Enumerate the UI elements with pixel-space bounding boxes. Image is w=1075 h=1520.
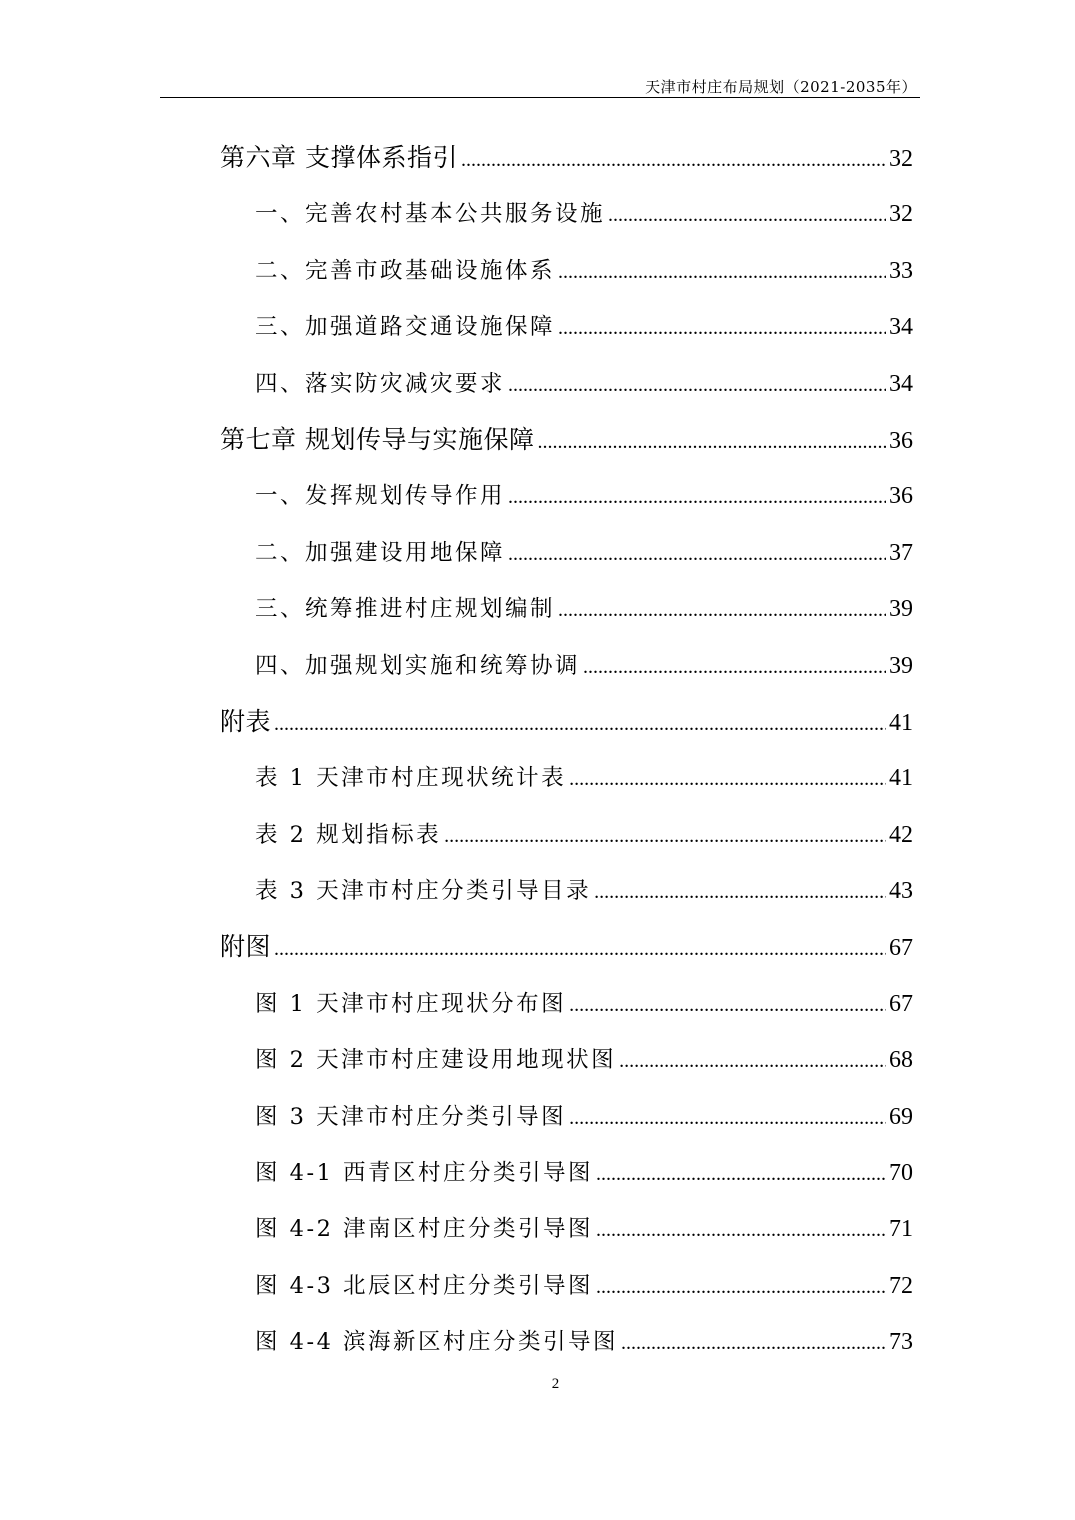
toc-entry-title: 第六章 支撑体系指引	[220, 143, 458, 172]
toc-dot-leader	[608, 187, 886, 243]
toc-entry-title: 三、加强道路交通设施保障	[255, 314, 556, 341]
toc-dot-leader	[508, 357, 886, 413]
toc-dot-leader	[558, 582, 886, 638]
toc-entry-title: 图 4-2 津南区村庄分类引导图	[255, 1216, 594, 1243]
toc-section-entry[interactable]	[220, 243, 913, 299]
toc-dot-leader	[274, 696, 886, 752]
toc-entry-title: 二、完善市政基础设施体系	[255, 257, 556, 284]
toc-section-entry[interactable]	[220, 525, 913, 581]
toc-entry-page-number: 37	[889, 539, 913, 566]
toc-entry-page-number: 73	[889, 1329, 913, 1356]
toc-dot-leader	[508, 469, 886, 525]
toc-section-entry[interactable]	[220, 1201, 913, 1257]
header-divider	[160, 97, 920, 98]
toc-entry-page-number: 33	[889, 257, 913, 284]
toc-entry-page-number: 34	[889, 314, 913, 341]
toc-entry-title: 图 2 天津市村庄建设用地现状图	[255, 1047, 617, 1074]
toc-entry-title: 图 4-1 西青区村庄分类引导图	[255, 1160, 594, 1187]
toc-section-entry[interactable]	[220, 186, 913, 242]
toc-entry-page-number: 32	[889, 146, 913, 172]
toc-entry-page-number: 36	[889, 483, 913, 510]
toc-entry-title: 二、加强建设用地保障	[255, 539, 506, 566]
toc-dot-leader	[569, 977, 886, 1033]
toc-chapter-entry[interactable]	[220, 919, 913, 975]
toc-dot-leader	[569, 751, 886, 807]
toc-entry-page-number: 34	[889, 370, 913, 397]
toc-section-entry[interactable]	[220, 1089, 913, 1145]
toc-section-entry[interactable]	[220, 976, 913, 1032]
toc-section-entry[interactable]	[220, 863, 913, 919]
toc-dot-leader	[461, 132, 886, 188]
toc-dot-leader	[444, 808, 886, 864]
toc-entry-title: 附表	[220, 706, 272, 736]
toc-section-entry[interactable]	[220, 750, 913, 806]
toc-dot-leader	[274, 921, 886, 977]
toc-entry-page-number: 32	[889, 201, 913, 228]
toc-section-entry[interactable]	[220, 1314, 913, 1370]
toc-dot-leader	[594, 864, 886, 920]
toc-chapter-entry[interactable]	[220, 412, 913, 468]
toc-entry-page-number: 43	[889, 878, 913, 905]
toc-chapter-entry[interactable]	[220, 694, 913, 750]
toc-dot-leader	[569, 1090, 886, 1146]
toc-entry-title: 图 1 天津市村庄现状分布图	[255, 990, 567, 1017]
toc-entry-title: 四、加强规划实施和统筹协调	[255, 652, 581, 679]
toc-dot-leader	[596, 1259, 886, 1315]
toc-entry-title: 四、落实防灾减灾要求	[255, 370, 506, 397]
toc-entry-title: 表 3 天津市村庄分类引导目录	[255, 878, 592, 905]
toc-entry-page-number: 42	[889, 821, 913, 848]
toc-entry-page-number: 41	[889, 765, 913, 792]
toc-dot-leader	[558, 244, 886, 300]
toc-section-entry[interactable]	[220, 638, 913, 694]
toc-section-entry[interactable]	[220, 581, 913, 637]
toc-entry-page-number: 69	[889, 1103, 913, 1130]
toc-entry-title: 一、发挥规划传导作用	[255, 483, 506, 510]
toc-entry-title: 一、完善农村基本公共服务设施	[255, 201, 606, 228]
toc-entry-title: 图 4-4 滨海新区村庄分类引导图	[255, 1329, 619, 1356]
toc-dot-leader	[621, 1315, 886, 1371]
toc-entry-title: 图 4-3 北辰区村庄分类引导图	[255, 1272, 594, 1299]
toc-entry-page-number: 41	[889, 709, 913, 736]
toc-chapter-entry[interactable]	[220, 130, 913, 186]
toc-entry-page-number: 70	[889, 1160, 913, 1187]
toc-section-entry[interactable]	[220, 807, 913, 863]
toc-entry-title: 表 1 天津市村庄现状统计表	[255, 765, 567, 792]
toc-entry-title: 图 3 天津市村庄分类引导图	[255, 1103, 567, 1130]
toc-entry-page-number: 36	[889, 427, 913, 454]
toc-dot-leader	[619, 1033, 886, 1089]
toc-dot-leader	[583, 639, 886, 695]
toc-section-entry[interactable]	[220, 1258, 913, 1314]
toc-section-entry[interactable]	[220, 468, 913, 524]
toc-section-entry[interactable]	[220, 1145, 913, 1201]
toc-entry-page-number: 68	[889, 1047, 913, 1074]
toc-section-entry[interactable]	[220, 299, 913, 355]
toc-entry-page-number: 72	[889, 1272, 913, 1299]
toc-entry-title: 附图	[220, 932, 272, 962]
page-number: 2	[551, 1376, 560, 1392]
toc-dot-leader	[596, 1146, 886, 1202]
toc-entry-title: 表 2 规划指标表	[255, 821, 442, 848]
toc-dot-leader	[558, 300, 886, 356]
toc-dot-leader	[596, 1202, 886, 1258]
toc-section-entry[interactable]	[220, 1032, 913, 1088]
toc-entry-page-number: 39	[889, 596, 913, 623]
toc-entry-title: 三、统筹推进村庄规划编制	[255, 596, 556, 623]
table-of-contents	[220, 130, 913, 1371]
toc-dot-leader	[537, 414, 886, 470]
toc-entry-page-number: 71	[889, 1216, 913, 1243]
running-header-title: 天津市村庄布局规划（2021-2035年）	[645, 78, 917, 96]
toc-entry-page-number: 39	[889, 652, 913, 679]
toc-entry-page-number: 67	[889, 990, 913, 1017]
toc-section-entry[interactable]	[220, 356, 913, 412]
toc-entry-page-number: 67	[889, 935, 913, 962]
toc-entry-title: 第七章 规划传导与实施保障	[220, 424, 535, 454]
toc-dot-leader	[508, 526, 886, 582]
